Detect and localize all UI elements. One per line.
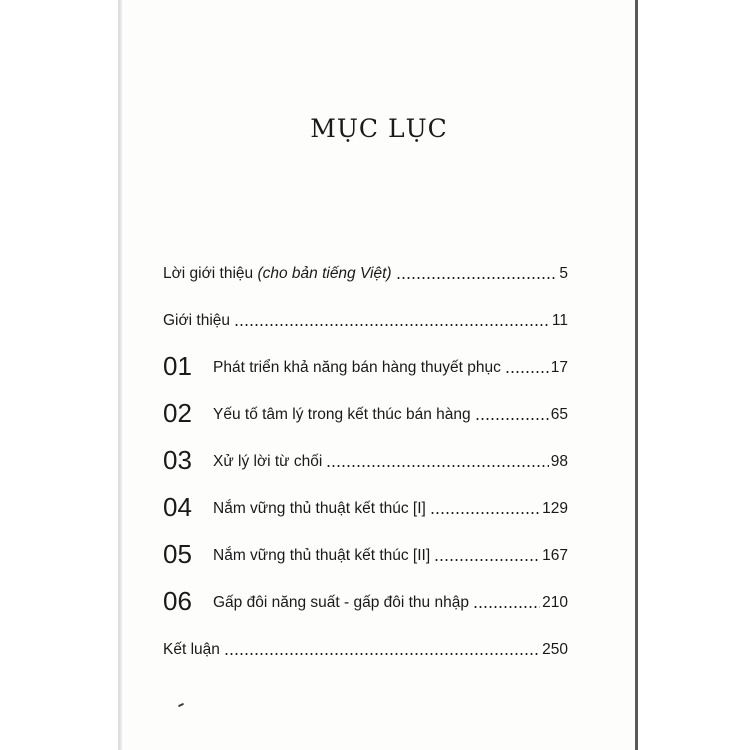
toc-chapter-04 <box>163 471 568 522</box>
chapter-number: 02 <box>163 398 192 428</box>
left-page-edge <box>118 0 122 750</box>
chapter-number: 06 <box>163 586 192 616</box>
chapter-title: Xử lý lời từ chối <box>213 453 323 470</box>
chapter-number: 01 <box>163 351 192 381</box>
dot-leader <box>326 464 548 468</box>
chapter-title: Nắm vững thủ thuật kết thúc [I] <box>213 500 426 517</box>
toc-entry-introduction <box>163 283 568 330</box>
toc-entry-intro-vietnamese <box>163 236 568 283</box>
print-speck <box>178 703 184 707</box>
entry-title: Lời giới thiệu (cho bản tiếng Việt) <box>163 265 392 282</box>
dot-leader <box>434 558 540 562</box>
chapter-title: Phát triển khả năng bán hàng thuyết phục <box>213 359 501 376</box>
dot-leader <box>396 276 558 280</box>
chapter-number: 04 <box>163 492 192 522</box>
table-of-contents <box>163 236 568 659</box>
toc-chapter-03 <box>163 424 568 475</box>
left-margin <box>0 0 122 750</box>
page-number: 17 <box>550 359 568 376</box>
dot-leader <box>234 323 550 327</box>
toc-chapter-02 <box>163 377 568 428</box>
page-title: MỤC LỤC <box>310 114 448 143</box>
chapter-number: 05 <box>163 539 192 569</box>
page-number: 250 <box>542 641 568 658</box>
chapter-title: Gấp đôi năng suất - gấp đôi thu nhập <box>213 594 469 611</box>
page-number: 65 <box>550 406 568 423</box>
page-number: 98 <box>550 453 568 470</box>
dot-leader <box>430 511 540 515</box>
dot-leader <box>224 652 540 656</box>
page-number: 11 <box>551 312 568 329</box>
dot-leader <box>505 370 549 374</box>
chapter-title: Nắm vững thủ thuật kết thúc [II] <box>213 547 431 564</box>
toc-entry-conclusion <box>163 612 568 659</box>
chapter-number: 03 <box>163 445 192 475</box>
toc-chapter-06 <box>163 565 568 616</box>
entry-title: Kết luận <box>163 641 220 658</box>
entry-title: Giới thiệu <box>163 312 231 329</box>
page-number: 167 <box>542 547 568 564</box>
right-margin <box>636 0 750 750</box>
dot-leader <box>475 417 549 421</box>
chapter-title: Yếu tố tâm lý trong kết thúc bán hàng <box>213 406 471 423</box>
page-number: 129 <box>542 500 568 517</box>
toc-chapter-01 <box>163 330 568 381</box>
page-number: 5 <box>559 265 568 282</box>
toc-chapter-05 <box>163 518 568 569</box>
right-page-edge <box>635 0 638 750</box>
dot-leader <box>473 605 540 609</box>
page-number: 210 <box>542 594 568 611</box>
entry-title-italic: (cho bản tiếng Việt) <box>257 265 392 282</box>
